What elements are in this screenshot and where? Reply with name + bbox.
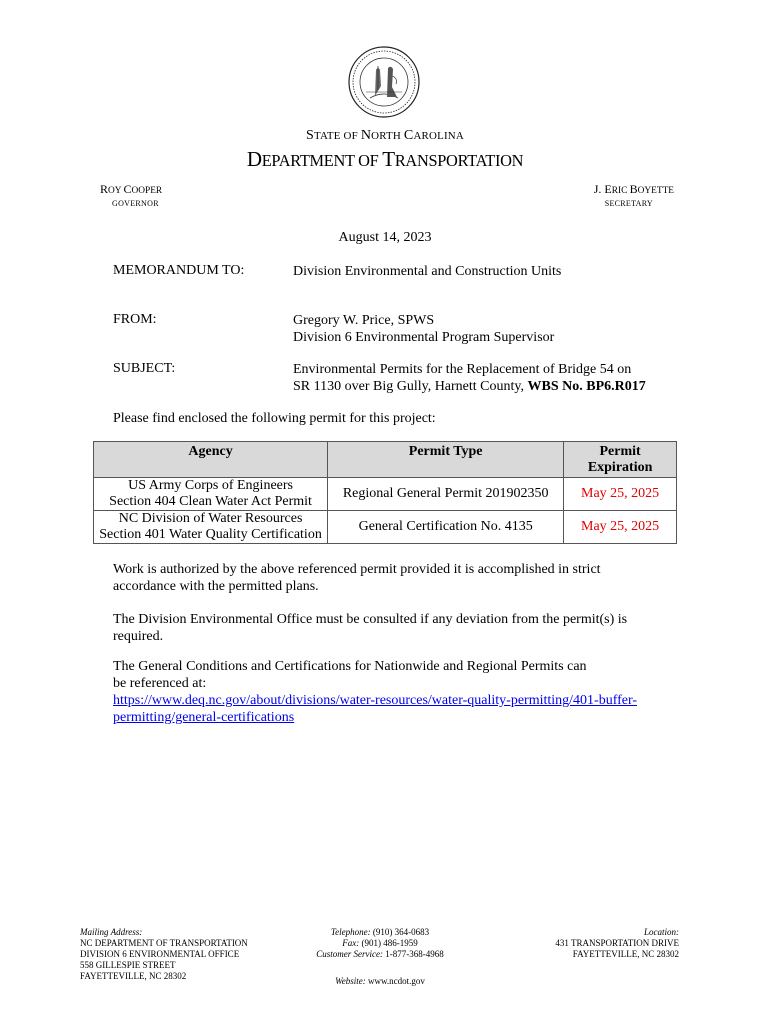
subject-line-2: SR 1130 over Big Gully, Harnett County, WBS No. BP6.R017: [293, 379, 646, 394]
intro-text: Please find enclosed the following permit for this project:: [113, 411, 436, 426]
governor-title: GOVERNOR: [112, 199, 159, 208]
table-row: [94, 478, 677, 511]
subject-value: [293, 361, 646, 395]
location-info: Location: 431 TRANSPORTATION DRIVE FAYETTEVILLE, NC 28302: [555, 927, 679, 959]
contact-info: Telephone: (910) 364-0683 Fax: (901) 486-1959 Customer Service: 1-877-368-4968: [316, 927, 444, 959]
table-row: [94, 511, 677, 544]
state-heading: STATE OF NORTH CAROLINA: [306, 128, 464, 143]
department-heading: DEPARTMENT OF TRANSPORTATION: [246, 147, 524, 171]
header-expiration: Permit Expiration: [564, 442, 677, 478]
agency-cell: US Army Corps of Engineers Section 404 Clean Water Act Permit: [94, 478, 328, 511]
governor-name: ROY COOPER: [100, 182, 163, 196]
table-header-row: [94, 442, 677, 478]
subject-label: SUBJECT:: [113, 361, 176, 376]
to-label: MEMORANDUM TO:: [113, 263, 245, 278]
paragraph-consult: The Division Environmental Office must be consulted if any deviation from the permit(s) is required.: [113, 612, 628, 644]
header-permit-type: Permit Type: [328, 442, 564, 478]
from-name: Gregory W. Price, SPWS: [293, 313, 435, 328]
agency-cell: NC Division of Water Resources Section 401 Water Quality Certification: [94, 511, 328, 544]
from-value: [293, 312, 554, 346]
secretary-title: SECRETARY: [604, 199, 653, 208]
paragraph-conditions: The General Conditions and Certifications for Nationwide and Regional Permits can be referenced at:: [113, 659, 587, 691]
mailing-address: Mailing Address: NC DEPARTMENT OF TRANSPORTATION DIVISION 6 ENVIRONMENTAL OFFICE 558 GILLESPIE STREET FAYETTEVILLE, NC 28302: [80, 927, 248, 981]
from-title: Division 6 Environmental Program Supervisor: [293, 330, 555, 345]
permit-cell: Regional General Permit 201902350: [328, 478, 564, 511]
header-agency: Agency: [94, 442, 328, 478]
secretary-name: J. ERIC BOYETTE: [593, 182, 674, 196]
from-label: FROM:: [113, 312, 157, 327]
subject-line-1: Environmental Permits for the Replacement of Bridge 54 on: [293, 362, 632, 377]
expiration-cell: May 25, 2025: [564, 511, 677, 544]
website-info: Website: www.ncdot.gov: [335, 976, 425, 986]
expiration-cell: May 25, 2025: [564, 478, 677, 511]
certifications-link[interactable]: https://www.deq.nc.gov/about/divisions/water-resources/water-quality-permitting/401-buffer-permitting/general-certifications: [113, 693, 638, 725]
permit-table: [93, 441, 677, 544]
memo-date: August 14, 2023: [338, 230, 432, 245]
to-value: Division Environmental and Construction Units: [293, 264, 562, 279]
paragraph-authorization: Work is authorized by the above referenced permit provided it is accomplished in strict accordance with the permitted plans.: [113, 562, 601, 594]
state-seal-logo: [348, 46, 420, 118]
wbs-number: WBS No. BP6.R017: [527, 379, 646, 394]
permit-cell: General Certification No. 4135: [328, 511, 564, 544]
